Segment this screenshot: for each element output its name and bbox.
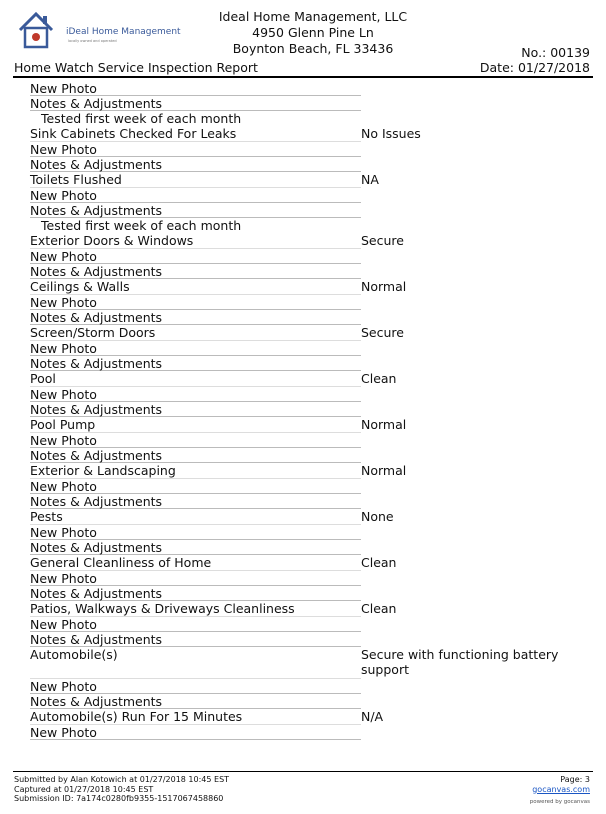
inspection-row <box>30 341 590 356</box>
captured-at: Captured at 01/27/2018 10:45 EST <box>14 784 154 794</box>
report-date: Date: 01/27/2018 <box>479 60 590 75</box>
gocanvas-link[interactable]: gocanvas.com <box>532 784 590 794</box>
inspection-row <box>30 494 590 509</box>
inspection-row <box>30 157 590 172</box>
row-value: Secure <box>361 233 404 248</box>
row-label: Notes & Adjustments <box>30 586 361 601</box>
inspection-row <box>30 387 590 402</box>
row-label: Exterior Doors & Windows <box>30 233 361 249</box>
inspection-row <box>30 463 590 479</box>
inspection-row <box>30 203 590 218</box>
row-label: Notes & Adjustments <box>30 448 361 463</box>
row-label: Sink Cabinets Checked For Leaks <box>30 126 361 142</box>
row-label: Ceilings & Walls <box>30 279 361 295</box>
row-label: Notes & Adjustments <box>30 310 361 325</box>
row-value: Normal <box>361 279 407 294</box>
row-value <box>361 203 581 218</box>
row-value <box>361 540 581 555</box>
inspection-row <box>30 188 590 203</box>
inspection-row <box>30 725 590 740</box>
inspection-row <box>30 402 590 417</box>
inspection-row <box>30 310 590 325</box>
row-value <box>361 402 581 417</box>
house-logo-icon <box>16 10 64 50</box>
company-logo <box>16 10 181 50</box>
row-label: Tested first week of each month <box>41 111 242 126</box>
row-label: New Photo <box>30 571 361 586</box>
row-label: Notes & Adjustments <box>30 494 361 509</box>
inspection-row <box>30 81 590 96</box>
row-value: Clean <box>361 371 397 386</box>
footer-divider <box>13 771 593 772</box>
row-value: N/A <box>361 709 384 724</box>
report-title: Home Watch Service Inspection Report <box>14 60 258 75</box>
row-label: Notes & Adjustments <box>30 540 361 555</box>
inspection-row <box>30 601 590 617</box>
row-label: Notes & Adjustments <box>30 402 361 417</box>
inspection-row <box>30 142 590 157</box>
row-value <box>361 96 581 111</box>
row-label: Notes & Adjustments <box>30 694 361 709</box>
row-value <box>361 632 581 647</box>
inspection-row <box>30 249 590 264</box>
row-label: Notes & Adjustments <box>30 356 361 371</box>
row-label: New Photo <box>30 387 361 402</box>
row-value <box>361 111 581 126</box>
row-label: Notes & Adjustments <box>30 96 361 111</box>
inspection-row <box>30 509 590 525</box>
logo-tagline: locally owned and operated <box>68 39 117 43</box>
row-value <box>361 142 581 157</box>
row-value: Normal <box>361 463 407 478</box>
row-value <box>361 479 581 494</box>
inspection-row <box>30 571 590 586</box>
company-header <box>160 9 466 57</box>
row-value <box>361 341 581 356</box>
inspection-row <box>30 371 590 387</box>
row-label: New Photo <box>30 525 361 540</box>
row-value <box>361 725 581 740</box>
row-label: Screen/Storm Doors <box>30 325 361 341</box>
row-label: Notes & Adjustments <box>30 632 361 647</box>
company-address-line2: Boynton Beach, FL 33436 <box>232 41 394 56</box>
row-value <box>361 694 581 709</box>
row-value <box>361 356 581 371</box>
company-address-line1: 4950 Glenn Pine Ln <box>252 25 374 40</box>
footer-page-info <box>530 775 590 808</box>
report-meta <box>480 45 590 75</box>
row-value <box>361 249 581 264</box>
inspection-row <box>30 325 590 341</box>
powered-by: powered by gocanvas <box>529 799 590 805</box>
row-label: New Photo <box>30 679 361 694</box>
row-value <box>361 157 581 172</box>
page-number: Page: 3 <box>560 775 590 784</box>
inspection-row <box>30 586 590 601</box>
inspection-row <box>30 709 590 725</box>
row-label: New Photo <box>30 479 361 494</box>
row-value: None <box>361 509 394 524</box>
row-label: New Photo <box>30 295 361 310</box>
submitted-by: Submitted by Alan Kotowich at 01/27/2018 10:45 EST <box>14 775 230 784</box>
inspection-row <box>30 295 590 310</box>
row-label: Automobile(s) Run For 15 Minutes <box>30 709 361 725</box>
row-value <box>361 81 581 96</box>
inspection-row <box>30 111 590 126</box>
row-value <box>361 264 581 279</box>
inspection-row <box>30 679 590 694</box>
header-divider <box>13 76 593 78</box>
row-value <box>361 617 581 632</box>
row-label: New Photo <box>30 725 361 740</box>
inspection-row <box>30 96 590 111</box>
row-label: Notes & Adjustments <box>30 157 361 172</box>
inspection-row <box>30 433 590 448</box>
row-value: Clean <box>361 601 397 616</box>
row-label: Pests <box>30 509 361 525</box>
inspection-row <box>30 617 590 632</box>
inspection-row <box>30 126 590 142</box>
inspection-row <box>30 647 590 679</box>
row-value <box>361 525 581 540</box>
inspection-row <box>30 417 590 433</box>
inspection-row <box>30 540 590 555</box>
inspection-row <box>30 525 590 540</box>
logo-name: iDeal Home Management <box>66 27 181 37</box>
row-value <box>361 571 581 586</box>
row-label: Notes & Adjustments <box>30 203 361 218</box>
inspection-row <box>30 233 590 249</box>
row-label: Pool <box>30 371 361 387</box>
row-label: Automobile(s) <box>30 647 361 679</box>
row-label: Notes & Adjustments <box>30 264 361 279</box>
inspection-row <box>30 279 590 295</box>
row-label: New Photo <box>30 188 361 203</box>
submission-id: Submission ID: 7a174c0280fb9355-1517067458860 <box>14 794 224 803</box>
report-number: No.: 00139 <box>521 45 590 60</box>
row-label: Patios, Walkways & Driveways Cleanliness <box>30 601 361 617</box>
row-value <box>361 679 581 694</box>
inspection-row <box>30 356 590 371</box>
row-value <box>361 310 581 325</box>
row-label: General Cleanliness of Home <box>30 555 361 571</box>
row-value: Normal <box>361 417 407 432</box>
row-label: Pool Pump <box>30 417 361 433</box>
row-label: Exterior & Landscaping <box>30 463 361 479</box>
row-value: No Issues <box>361 126 421 141</box>
footer-info <box>14 775 229 804</box>
company-name: Ideal Home Management, LLC <box>218 9 408 24</box>
row-value: Clean <box>361 555 397 570</box>
row-label: New Photo <box>30 617 361 632</box>
row-label: New Photo <box>30 433 361 448</box>
row-label: Tested first week of each month <box>41 218 242 233</box>
row-value: NA <box>361 172 379 187</box>
row-value <box>361 494 581 509</box>
row-value <box>361 433 581 448</box>
row-value: Secure with functioning battery support <box>361 647 559 677</box>
row-value <box>361 448 581 463</box>
inspection-row <box>30 632 590 647</box>
row-label: New Photo <box>30 81 361 96</box>
row-value <box>361 387 581 402</box>
row-value <box>361 188 581 203</box>
row-label: New Photo <box>30 142 361 157</box>
inspection-row <box>30 555 590 571</box>
row-value <box>361 218 581 233</box>
inspection-row <box>30 448 590 463</box>
inspection-row <box>30 694 590 709</box>
inspection-row <box>30 172 590 188</box>
inspection-row <box>30 218 590 233</box>
row-label: New Photo <box>30 249 361 264</box>
inspection-row <box>30 479 590 494</box>
row-value: Secure <box>361 325 404 340</box>
row-label: Toilets Flushed <box>30 172 361 188</box>
row-value <box>361 295 581 310</box>
inspection-row <box>30 264 590 279</box>
row-label: New Photo <box>30 341 361 356</box>
row-value <box>361 586 581 601</box>
inspection-rows <box>30 81 590 740</box>
